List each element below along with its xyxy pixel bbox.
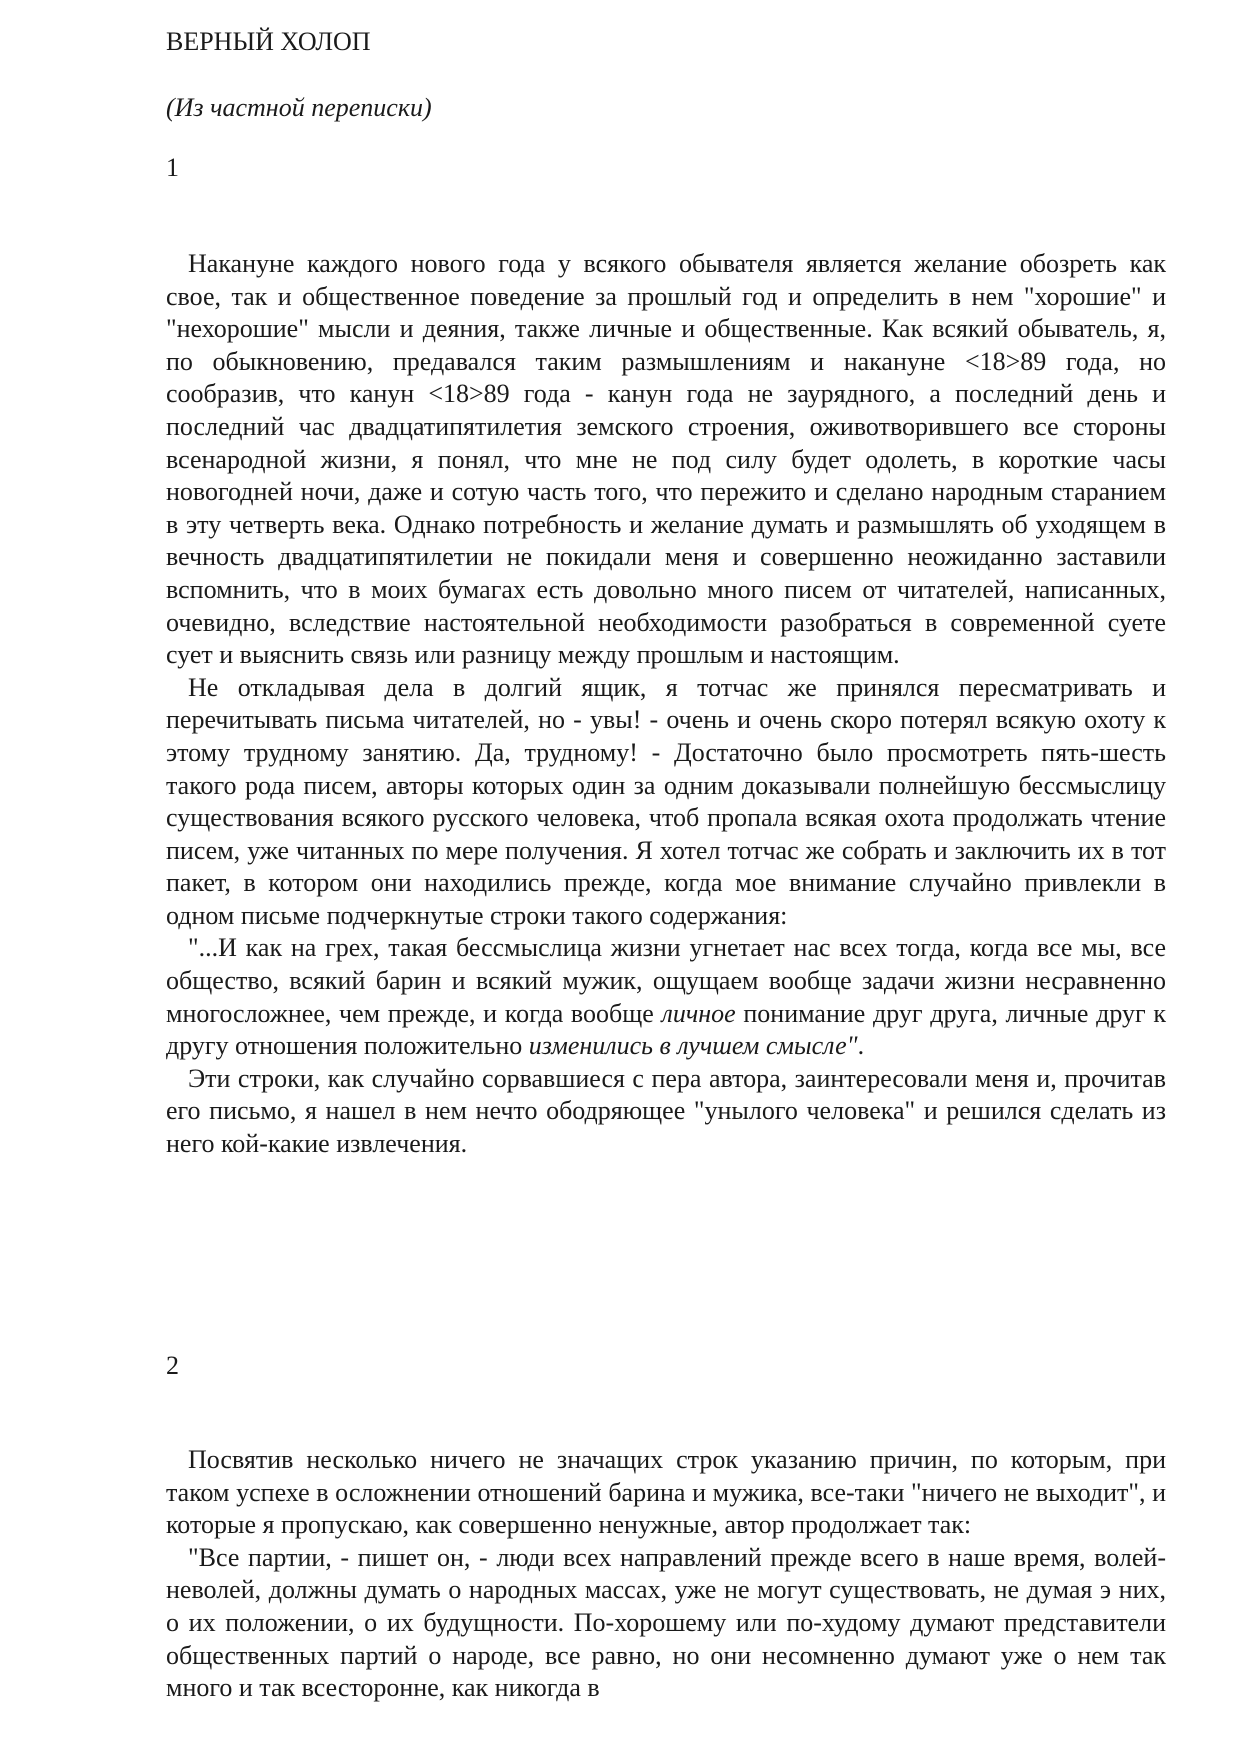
paragraph: "Все партии, - пишет он, - люди всех направлений прежде всего в наше время, волей-неволей, должны думать о народных массах, уже не могут существовать, не думая э них, о их положении, о их будущности. По-хорошему или по-худому думают представители общественных партий о народе, все равно, но они несомненно думают уже о нем так много и так всесторонне, как никогда в	[166, 1542, 1166, 1703]
section-number: 2	[166, 1351, 179, 1380]
document-subtitle: (Из частной переписки)	[166, 93, 432, 122]
emphasis-text: личное	[661, 998, 736, 1028]
document-title: ВЕРНЫЙ ХОЛОП	[166, 27, 371, 56]
paragraph: Посвятив несколько ничего не значащих строк указанию причин, по которым, при таком успехе в осложнении отношений барина и мужика, все-таки "ничего не выходит", и которые я пропускаю, как совершенно ненужные, автор продолжает так:	[166, 1445, 1166, 1540]
paragraph: Не откладывая дела в долгий ящик, я тотчас же принялся пересматривать и перечитывать письма читателей, но - увы! - очень и очень скоро потерял всякую охоту к этому трудному занятию. Да, трудному! - Достаточно было просмотреть пять-шесть такого рода писем, авторы которых один за одним доказывали полнейшую бессмыслицу существования всякого русского человека, чтоб пропала всякая охота продолжать чтение писем, уже читанных по мере получения. Я хотел тотчас же собрать и заключить их в тот пакет, в котором они находились прежде, когда мое внимание случайно привлекли в одном письме подчеркнутые строки такого содержания:	[166, 672, 1166, 930]
paragraph: Эти строки, как случайно сорвавшиеся с пера автора, заинтересовали меня и, прочитав его письмо, я нашел в нем нечто ободряющее "унылого человека" и решился сделать из него кой-какие извлечения.	[166, 1063, 1166, 1159]
quote-text: "...И как на грех, такая бессмыслица жизни угнетает нас всех тогда, когда все мы, все общество, всякий барин и всякий мужик, ощущаем вообще задачи жизни несравненно многосложнее, чем прежде, и когда вообще	[166, 933, 1166, 1028]
section-2-body	[166, 1444, 1166, 1705]
section-1-body	[166, 248, 1166, 1161]
section-number: 1	[166, 153, 179, 182]
quote-text: понимание друг друга, личные друг к другу отношения положительно	[166, 998, 1166, 1061]
emphasis-text: изменились в лучшем смысле"	[528, 1031, 858, 1061]
quote-text: .	[857, 1031, 865, 1061]
paragraph: Накануне каждого нового года у всякого обывателя является желание обозреть как свое, так и общественное поведение за прошлый год и определить в нем "хорошие" и "нехорошие" мысли и деяния, также личные и общественные. Как всякий обыватель, я, по обыкновению, предавался таким размышлениям и накануне <18>89 года, но сообразив, что канун <18>89 года - канун года не заурядного, а последний день и последний час двадцатипятилетия земского строения, оживотворившего все стороны всенародной жизни, я понял, что мне не под силу будет одолеть, в короткие часы новогодней ночи, даже и сотую часть того, что пережито и сделано народным старанием в эту четверть века. Однако потребность и желание думать и размышлять об уходящем в вечность двадцатипятилетии не покидали меня и совершенно неожиданно заставили вспомнить, что в моих бумагах есть довольно много писем от читателей, написанных, очевидно, вследствие настоятельной необходимости разобраться в современной суете сует и выяснить связь или разницу между прошлым и настоящим.	[166, 249, 1166, 670]
quoted-paragraph	[166, 932, 1166, 1062]
